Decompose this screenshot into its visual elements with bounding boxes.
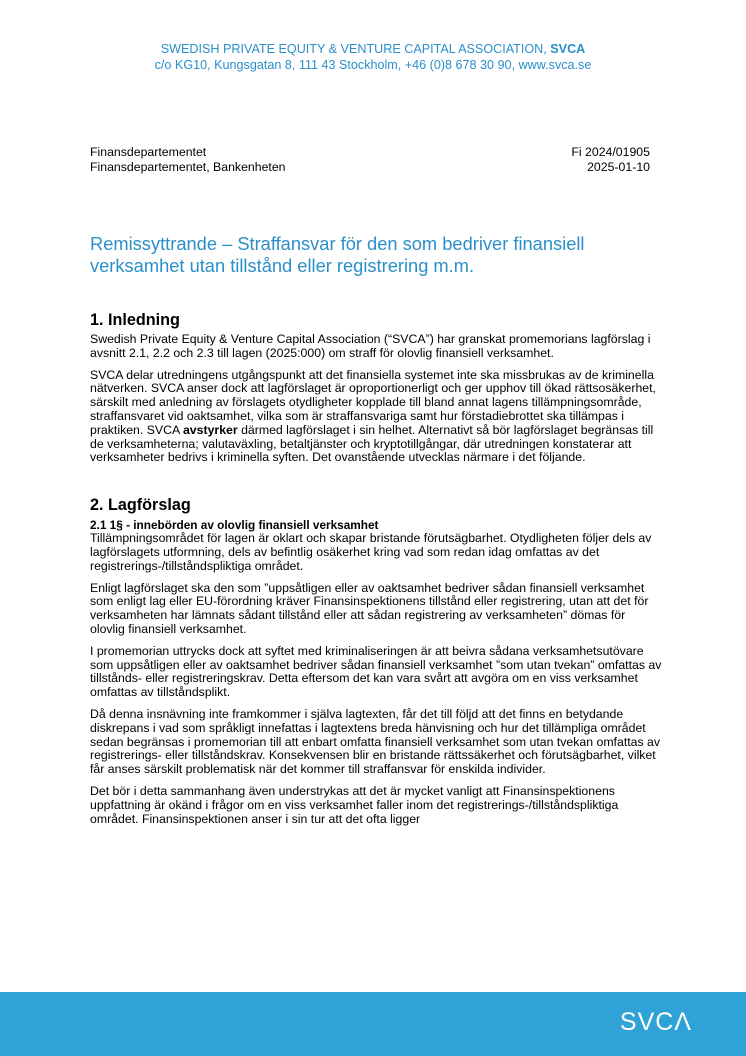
recipient-line-1: Finansdepartementet <box>90 145 207 159</box>
section-heading: 2. Lagförslag <box>90 496 191 515</box>
section-heading: 1. Inledning <box>90 311 180 329</box>
paragraph-text: SVCA delar utredningens utgångspunkt att det finansiella systemet inte ska missbrukas av de kriminella nätverken. SVCA anser dock att lagförslaget är oproportionerligt och ger upphov till ökad rättsosäkerhet, särskilt med anledning av förslagets otydligheter kopplade till bland annat lagens tillämpningsområde, straffansvaret vid oaktsamhet, vilka som är straffansvariga samt hur förstadiebrottet ska tillämpas i praktiken. SVCA <box>90 367 656 437</box>
recipient-block <box>90 145 286 175</box>
paragraph: Det bör i detta sammanhang även understrykas att det är mycket vanligt att Finansinspektionens uppfattning är okänd i frågor om en viss verksamhet faller inom det registrerings-/tillståndspliktiga området. Finansinspektionen anser i sin tur att det ofta ligger <box>90 783 619 826</box>
document-body <box>90 310 662 834</box>
paragraph: Då denna insnävning inte framkommer i själva lagtexten, får det till följd att det finns en betydande diskrepans i vad som språkligt innefattas i lagtextens breda hänvisning och hur det tillämpliga området sedan begränsas i promemorian till att enbart omfatta finansiell verksamhet som utan tvekan omfattas av registrerings- eller tillståndskrav. Konsekvensen blir en bristande rättssäkerhet och förutsägbarhet, vilket får anses särskilt problematisk när det kommer till straffansvar för enskilda individer. <box>90 706 661 777</box>
paragraph-text: därmed lagförslaget i sin helhet. Alternativt så bör lagförslaget begränsas till de verksamheterna; valutaväxling, betaltjänster och kryptotillgångar, där utredningen konstaterar att verksamheter bedrivs i kriminella syften. Det ovanstående utvecklas närmare i det följande. <box>90 422 654 465</box>
paragraph: I promemorian uttrycks dock att syftet med kriminaliseringen är att beivra sådana verksamhetsutövare som uppsåtligen eller av oaktsamhet bedriver sådan finansiell verksamhet ”som utan tvekan” omfattas av tillstånds- eller registreringskrav. Detta eftersom det kan vara svårt att avgöra om en viss verksamhet omfattas av tillståndsplikt. <box>90 643 662 700</box>
document-title: Remissyttrande – Straffansvar för den som bedriver finansiell verksamhet utan tillstånd eller registrering m.m. <box>90 233 585 276</box>
paragraph: Enligt lagförslaget ska den som ”uppsåtligen eller av oaktsamhet bedriver sådan finansiell verksamhet som enligt lag eller EU-förordning kräver Finansinspektionens tillstånd eller registrering, utan att det för verksamheten har lämnats sådant tillstånd eller att sådan registrering av verksamheten” dömas för olovlig finansiell verksamhet. <box>90 580 649 636</box>
subsection-heading: 2.1 1§ - innebörden av olovlig finansiell verksamhet <box>90 518 379 533</box>
reference-block <box>571 145 650 175</box>
reference-number: Fi 2024/01905 <box>571 145 650 159</box>
paragraph: Swedish Private Equity & Venture Capital Association (“SVCA”) har granskat promemorians lagförslag i avsnitt 2.1, 2.2 och 2.3 till lagen (2025:000) om straff för olovlig finansiell verksamhet. <box>90 332 651 360</box>
section-inledning <box>90 310 662 465</box>
paragraph <box>90 369 662 466</box>
org-abbreviation: SVCA <box>550 42 586 56</box>
recipient-line-2: Finansdepartementet, Bankenheten <box>90 160 286 174</box>
org-name: SWEDISH PRIVATE EQUITY & VENTURE CAPITAL ASSOCIATION, <box>160 42 551 56</box>
section-lagforslag <box>90 495 662 826</box>
document-date: 2025-01-10 <box>587 160 650 174</box>
paragraph: Tillämpningsområdet för lagen är oklart och skapar bristande förutsägbarhet. Otydligheten följer dels av lagförslagets utformning, dels av befintlig osäkerhet kring vad som redan idag omfattas av det registrerings-/tillståndspliktiga området. <box>90 531 652 573</box>
footer-band <box>0 992 746 1056</box>
letterhead <box>0 41 746 73</box>
svca-logo: SVCΛ <box>619 1008 692 1036</box>
emphasis-text: avstyrker <box>182 422 238 437</box>
org-line <box>0 41 746 57</box>
org-address: c/o KG10, Kungsgatan 8, 111 43 Stockholm, +46 (0)8 678 30 90, www.svca.se <box>154 58 592 72</box>
